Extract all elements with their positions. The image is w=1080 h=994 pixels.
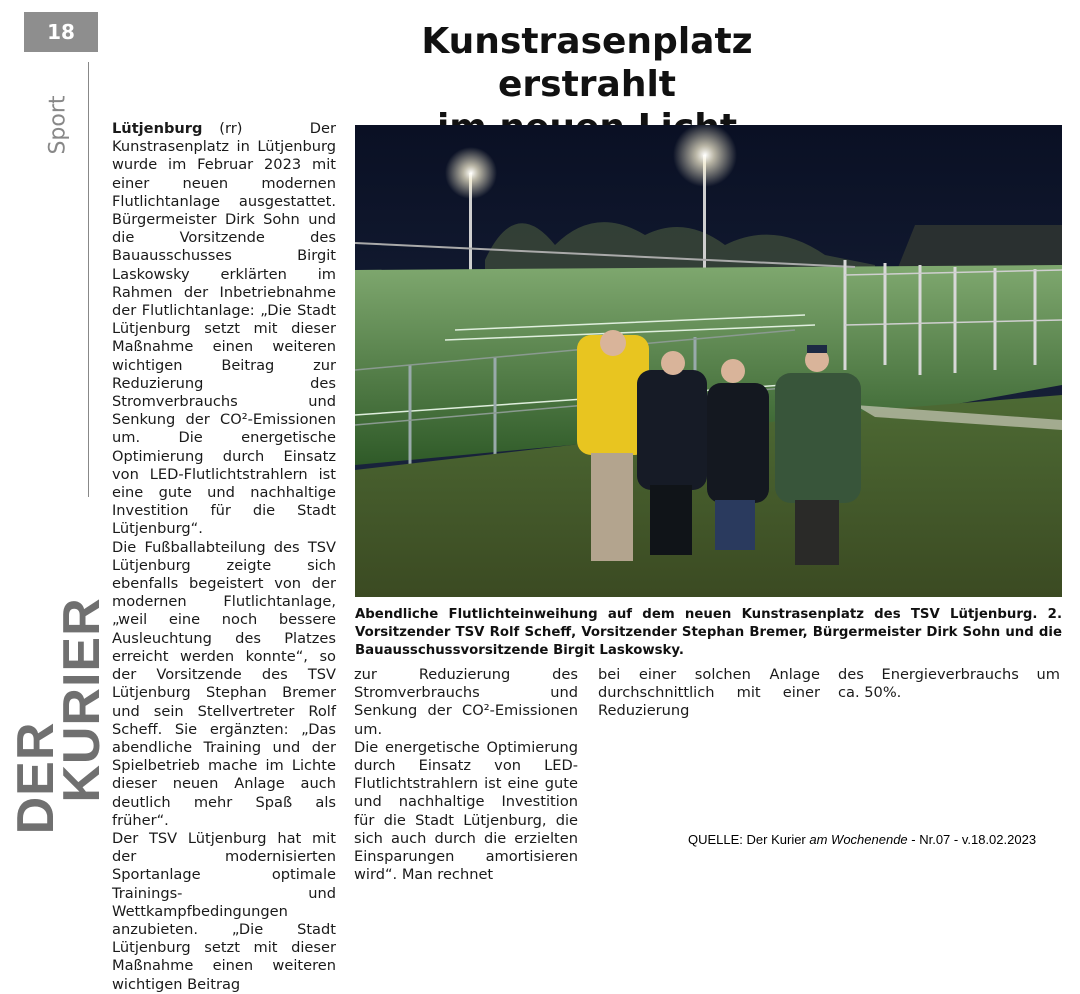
dateline: Lütjenburg <box>112 120 203 137</box>
article-paragraph: Die Fußballabteilung des TSV Lütjenburg zeigte sich ebenfalls begeistert von der modernen Flutlichtanlage, „weil eine noch bessere Ausleuchtung des Platzes erreicht werden konnte“, so der Vorsitzende des TSV Lütjenburg Stephan Bremer und sein Stellvertreter Rolf Scheff. Sie ergänzten: „Das abendliche Training und der Spielbetrieb mache im Lichte dieser neuen Anlage auch deutlich mehr Spaß als früher“. <box>112 538 336 829</box>
article-column-2 <box>354 666 578 884</box>
brand-der: DER <box>7 721 65 834</box>
article-column-4 <box>838 666 1060 702</box>
author: (rr) <box>219 120 243 137</box>
brand-kurier: KURIER <box>53 597 111 803</box>
source-credit: QUELLE: Der Kurier am Wochenende - Nr.07 - v.18.02.2023 <box>688 832 1037 847</box>
article-paragraph: Der TSV Lütjenburg hat mit der modernisierten Sportanlage optimale Trainings- und Wettkampfbedingungen anzubieten. „Die Stadt Lütjenburg setzt mit dieser Maßnahme einen weiteren wichtigen Beitrag <box>112 829 336 993</box>
headline-line1: Kunstrasenplatz erstrahlt <box>421 21 753 105</box>
vertical-rule <box>88 62 89 497</box>
article-paragraph: Die energetische Optimierung durch Einsatz von LED-Flutlichtstrahlern ist eine gute und nachhaltige Investition für die Stadt Lütjenburg, die sich auch durch die erzielten Einsparungen amortisieren wird“. Man rechnet <box>354 738 578 884</box>
section-label: Sport <box>45 95 71 155</box>
article-paragraph: zur Reduzierung des Stromverbrauchs und Senkung der CO²-Emissionen um. <box>354 666 578 738</box>
article-column-1 <box>112 120 336 994</box>
photo-floodlit-pitch <box>355 125 1062 597</box>
article-paragraph: Lütjenburg (rr) Der Kunstrasenplatz in Lütjenburg wurde im Februar 2023 mit einer neuen modernen Flutlichtanlage ausgestattet. Bürgermeister Dirk Sohn und die Vorsitzende des Bauausschusses Birgit Laskowsky erklärten im Rahmen der Inbetriebnahme der Flutlichtanlage: „Die Stadt Lütjenburg setzt mit dieser Maßnahme einen weiteren wichtigen Beitrag zur Reduzierung des Stromverbrauchs und Senkung der CO²-Emissionen um. Die energetische Optimierung durch Einsatz von LED-Flutlichtstrahlern ist eine gute und nachhaltige Investition für die Stadt Lütjenburg“. <box>112 120 336 538</box>
photo-caption: Abendliche Flutlichteinweihung auf dem neuen Kunstrasenplatz des TSV Lütjenburg. 2. Vorsitzender TSV Rolf Scheff, Vorsitzender Stephan Bremer, Bürgermeister Dirk Sohn und die Bauausschussvorsitzende Birgit Laskowsky. <box>355 607 1062 658</box>
page-number-badge: 18 <box>24 12 98 52</box>
article-paragraph: des Energieverbrauchs um ca. 50%. <box>838 666 1060 702</box>
article-paragraph: bei einer solchen Anlage durchschnittlich mit einer Reduzierung <box>598 666 820 720</box>
article-column-3 <box>598 666 820 721</box>
